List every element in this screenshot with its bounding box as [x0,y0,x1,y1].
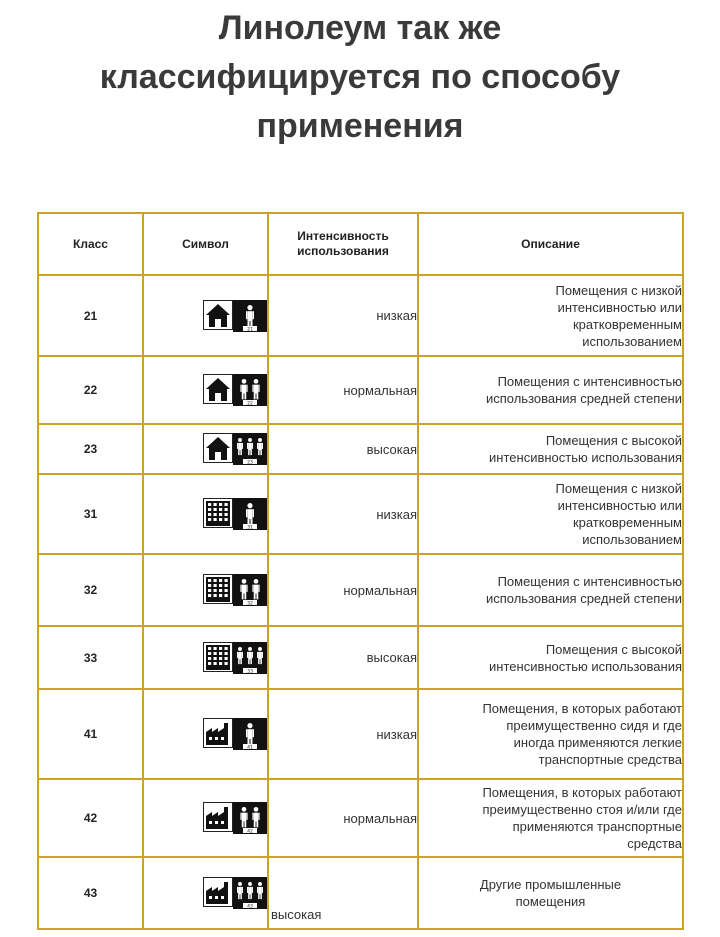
description-line: помещения [515,894,586,909]
description-line: использования средней степени [485,591,682,606]
people-icon [233,300,267,332]
table-row [38,554,683,626]
page-title [0,4,720,151]
table-row [38,689,683,779]
description-cell [418,857,683,929]
intensity-cell: низкая [268,275,418,356]
office-building-icon [203,642,233,672]
title-line-3: применения [256,107,464,145]
symbol-icons [203,374,267,406]
symbol-icons [203,877,267,909]
class-cell: 32 [38,554,143,626]
description-cell [418,689,683,779]
class-cell: 33 [38,626,143,689]
description-line: Помещения, в которых работают [482,701,682,716]
description-cell [418,626,683,689]
description-line: интенсивностью или [557,299,682,315]
linoleum-class-table [37,212,684,930]
people-icon [233,802,267,834]
symbol-cell [143,779,268,857]
class-tag-text: 23 [247,460,253,465]
header-intensity-line-1: Интенсивность [297,229,389,243]
people-icon [233,574,267,606]
description-cell [418,275,683,356]
class-cell: 21 [38,275,143,356]
table-row [38,779,683,857]
description-line: Другие промышленные [479,877,622,892]
description-cell [418,779,683,857]
description-line: иногда применяются легкие [513,735,682,750]
intensity-cell: низкая [268,474,418,554]
people-icon [233,877,267,909]
factory-icon [203,718,233,748]
house-icon [203,433,233,463]
description-cell [418,554,683,626]
description-line: Помещения с интенсивностью [497,374,682,389]
class-tag-text: 42 [247,829,253,834]
description-line: кратковременным [572,316,682,332]
table-row [38,474,683,554]
factory-icon [203,877,233,907]
symbol-cell [143,275,268,356]
description-line: интенсивностью использования [489,658,682,674]
table-row [38,857,683,929]
house-icon [203,374,233,404]
description-line: интенсивностью использования [489,450,682,465]
symbol-cell [143,626,268,689]
class-cell: 31 [38,474,143,554]
table-row [38,424,683,474]
class-tag-text: 43 [247,904,253,909]
symbol-cell [143,857,268,929]
table-header-row [38,213,683,275]
office-building-icon [203,574,233,604]
people-icon [233,642,267,674]
symbol-cell [143,424,268,474]
header-description: Описание [418,213,683,275]
description-line: средства [627,836,682,851]
description-line: Помещения, в которых работают [482,785,682,800]
people-icon [233,718,267,750]
symbol-cell [143,474,268,554]
description-line: Помещения с интенсивностью [497,574,682,589]
intensity-cell: высокая [268,424,418,474]
symbol-icons [203,498,267,530]
description-cell [418,424,683,474]
intensity-cell: нормальная [268,779,418,857]
symbol-icons [203,718,267,750]
class-cell: 43 [38,857,143,929]
class-cell: 42 [38,779,143,857]
people-icon [233,498,267,530]
intensity-cell: высокая [268,857,418,929]
class-tag-text: 21 [247,326,253,332]
intensity-cell: нормальная [268,356,418,424]
class-tag-text: 32 [247,601,253,606]
class-cell: 23 [38,424,143,474]
class-tag-text: 22 [247,401,253,406]
table-row [38,626,683,689]
header-symbol: Символ [143,213,268,275]
header-intensity [268,213,418,275]
symbol-icons [203,300,267,332]
people-icon [233,374,267,406]
symbol-cell [143,356,268,424]
class-tag-text: 31 [247,525,253,530]
description-line: использованием [582,532,682,547]
title-line-2: классифицируется по способу [99,58,621,96]
symbol-icons [203,802,267,834]
people-icon [233,433,267,465]
intensity-cell: низкая [268,689,418,779]
description-line: преимущественно сидя и где [506,718,682,733]
intensity-cell: нормальная [268,554,418,626]
description-cell [418,474,683,554]
description-line: применяются транспортные [512,819,682,834]
class-cell: 41 [38,689,143,779]
description-line: преимущественно стоя и/или где [482,802,682,817]
description-line: Помещения с высокой [545,433,682,448]
description-line: интенсивностью или [557,498,682,513]
symbol-icons [203,574,267,606]
description-line: Помещения с низкой [555,282,682,298]
header-intensity-line-2: использования [297,244,389,258]
description-line: Помещения с низкой [555,481,682,496]
symbol-icons [203,433,267,465]
office-building-icon [203,498,233,528]
description-line: транспортные средства [538,752,682,767]
intensity-cell: высокая [268,626,418,689]
description-line: кратковременным [572,515,682,530]
class-tag-text: 41 [247,745,253,750]
symbol-cell [143,554,268,626]
table-row [38,356,683,424]
table-body [38,275,683,929]
house-icon [203,300,233,330]
symbol-icons [203,642,267,674]
class-tag-text: 33 [247,668,253,674]
header-class: Класс [38,213,143,275]
title-line-1: Линолеум так же [218,9,502,47]
description-line: использованием [582,333,682,349]
description-line: Помещения с высокой [545,641,682,657]
symbol-cell [143,689,268,779]
class-cell: 22 [38,356,143,424]
description-line: использования средней степени [485,391,682,406]
description-cell [418,356,683,424]
table-row [38,275,683,356]
factory-icon [203,802,233,832]
